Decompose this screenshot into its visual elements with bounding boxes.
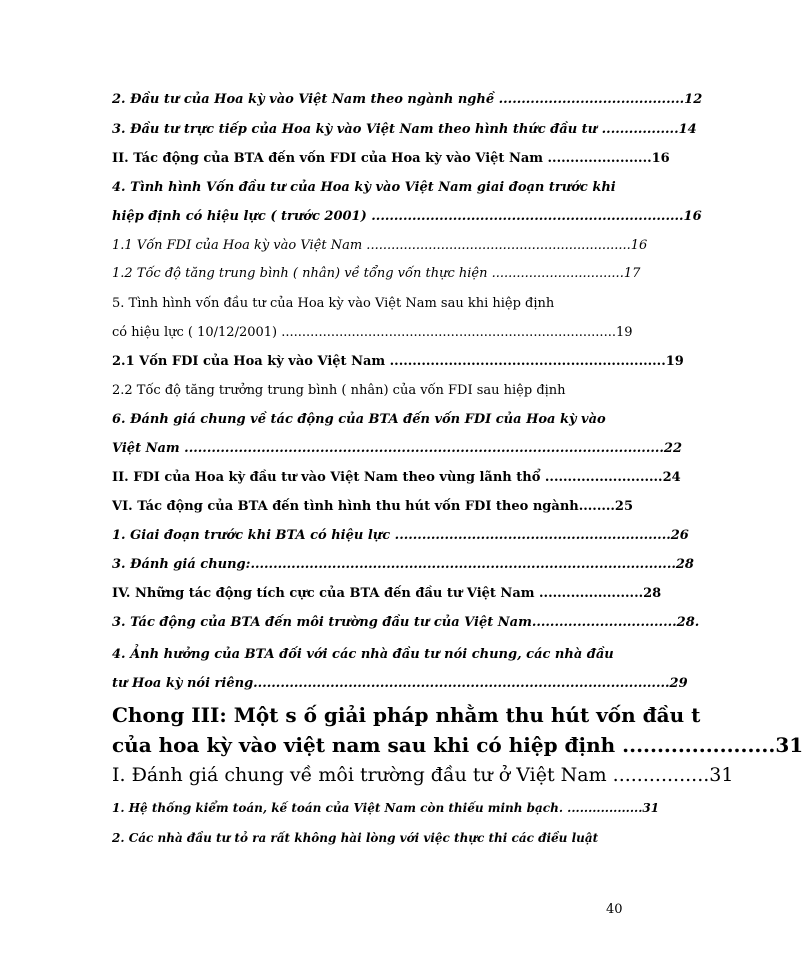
toc-entry: 6. Đánh giá chung về tác động của BTA đến vốn FDI của Hoa kỳ vào bbox=[112, 412, 606, 427]
toc-entry: Chong III: Một s ố giải pháp nhằm thu hút vốn đầu t bbox=[112, 703, 701, 727]
toc-entry: 5. Tình hình vốn đầu tư của Hoa kỳ vào Việt Nam sau khi hiệp định bbox=[112, 296, 555, 311]
toc-entry: 3. Đầu tư trực tiếp của Hoa kỳ vào Việt Nam theo hình thức đầu tư .................14 bbox=[112, 122, 697, 137]
toc-entry: II. Tác động của BTA đến vốn FDI của Hoa kỳ vào Việt Nam .......................16 bbox=[112, 151, 670, 166]
toc-entry: II. FDI của Hoa kỳ đầu tư vào Việt Nam theo vùng lãnh thổ ..........................24 bbox=[112, 470, 681, 485]
toc-entry: VI. Tác động của BTA đến tình hình thu hút vốn FDI theo ngành........25 bbox=[112, 499, 634, 514]
toc-entry: 1.1 Vốn FDI của Hoa kỳ vào Việt Nam ................................................................16 bbox=[112, 238, 648, 253]
toc-entry: có hiệu lực ( 10/12/2001) .................................................................................19 bbox=[112, 325, 633, 340]
toc-entry: 1. Hệ thống kiểm toán, kế toán của Việt Nam còn thiếu minh bạch. ..................31 bbox=[112, 801, 660, 815]
toc-entry: 1.2 Tốc độ tăng trung bình ( nhân) về tổng vốn thực hiện ................................17 bbox=[112, 266, 641, 281]
toc-entry: 4. Ảnh hưởng của BTA đối với các nhà đầu tư nói chung, các nhà đầu bbox=[112, 647, 614, 662]
toc-entry: 1. Giai đoạn trước khi BTA có hiệu lực .............................................................26 bbox=[112, 528, 689, 543]
toc-entry: của hoa kỳ vào việt nam sau khi có hiệp định ......................31 bbox=[112, 733, 803, 757]
toc-entry: I. Đánh giá chung về môi trường đầu tư ở Việt Nam ................31 bbox=[112, 764, 734, 786]
toc-entry: hiệp định có hiệu lực ( trước 2001) .....................................................................16 bbox=[112, 209, 702, 224]
toc-entry: tư Hoa kỳ nói riêng............................................................................................29 bbox=[112, 676, 688, 691]
toc-entry: 2.1 Vốn FDI của Hoa kỳ vào Việt Nam .............................................................19 bbox=[112, 354, 684, 369]
toc-entry: 3. Đánh giá chung:..............................................................................................28 bbox=[112, 557, 694, 572]
toc-entry: Việt Nam ..........................................................................................................22 bbox=[112, 441, 683, 456]
toc-entry: IV. Những tác động tích cực của BTA đến đầu tư Việt Nam .......................28 bbox=[112, 586, 662, 601]
toc-entry: 3. Tác động của BTA đến môi trường đầu tư của Việt Nam................................28. bbox=[112, 615, 700, 630]
toc-entry: 2. Đầu tư của Hoa kỳ vào Việt Nam theo ngành nghề .........................................12 bbox=[112, 92, 703, 107]
toc-entry: 4. Tình hình Vốn đầu tư của Hoa kỳ vào Việt Nam giai đoạn trước khi bbox=[112, 180, 616, 195]
toc-entry: 2.2 Tốc độ tăng trưởng trung bình ( nhân) của vốn FDI sau hiệp định bbox=[112, 383, 566, 398]
toc-entry: 2. Các nhà đầu tư tỏ ra rất không hài lòng với việc thực thi các điều luật bbox=[112, 831, 599, 845]
page-number: 40 bbox=[606, 902, 623, 917]
